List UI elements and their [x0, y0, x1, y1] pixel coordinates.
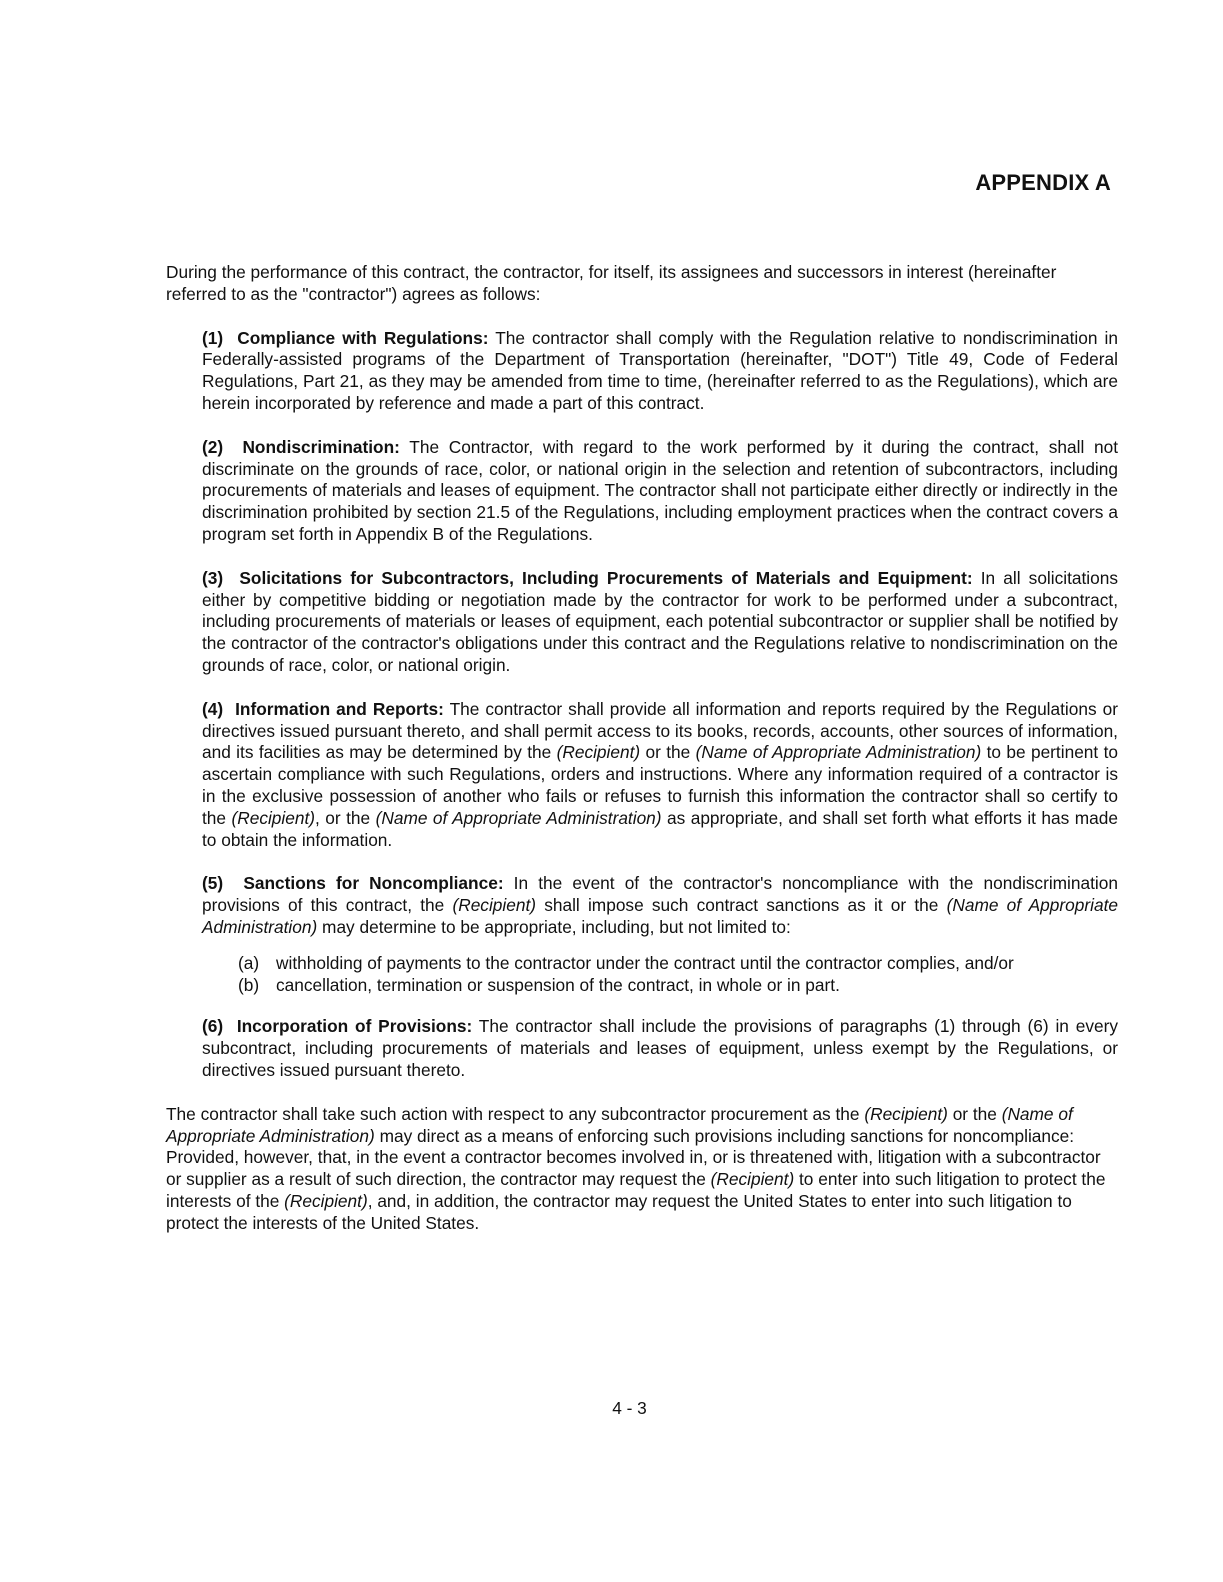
clause-number: (1): [202, 327, 224, 348]
clause-number: (4): [202, 698, 224, 719]
clause-solicitations: [202, 568, 1118, 677]
list-item-text: cancellation, termination or suspension of the contract, in whole or in part.: [276, 974, 840, 995]
clause-incorporation: [202, 1016, 1118, 1081]
clause-text: The Contractor, with regard to the work performed by it during the contract, shall not discriminate on the grounds of race, color, or national origin in the selection and retention of subcontractors, including procurements of materials and leases of equipment. The contractor shall not participate either directly or indirectly in the discrimination prohibited by section 21.5 of the Regulations, including employment practices when the contract covers a program set forth in Appendix B of the Regulations.: [202, 436, 1118, 544]
list-item: [202, 953, 1118, 975]
closing-italic-term: (Recipient): [864, 1103, 948, 1124]
closing-italic-term: (Recipient): [710, 1169, 795, 1190]
clause-text: The contractor shall provide all information and reports required by the Regulations or directives issued pursuant thereto, and shall permit access to its books, records, accounts, other sources of information, and its facilities as may be determined by the: [202, 698, 1118, 763]
clause-text: as appropriate, and shall set forth what efforts it has made to obtain the information.: [202, 807, 1118, 850]
clause-italic-term: (Recipient): [231, 807, 316, 828]
clause-heading: Information and Reports:: [235, 698, 444, 719]
closing-paragraph: [166, 1104, 1118, 1235]
page-number: 4 - 3: [612, 1398, 647, 1418]
closing-italic-term: (Name of Appropriate Administration): [166, 1103, 1073, 1146]
clause-compliance: [202, 328, 1118, 415]
clause-heading: Sanctions for Noncompliance:: [243, 873, 504, 894]
clause-italic-term: (Name of Appropriate Administration): [375, 807, 662, 828]
list-marker: (a): [238, 952, 260, 973]
clause-italic-term: (Recipient): [452, 895, 537, 916]
list-item-text: withholding of payments to the contractor under the contract until the contractor complies, and/or: [276, 952, 1014, 973]
clause-text: The contractor shall include the provisions of paragraphs (1) through (6) in every subcontract, including procurements of materials and leases of equipment, unless exempt by the Regulations, or directives issued pursuant thereto.: [202, 1016, 1119, 1080]
clause-text: , or the: [315, 807, 376, 828]
sanctions-list: [202, 953, 1118, 997]
clause-heading: Compliance with Regulations:: [237, 327, 489, 348]
clause-text: shall impose such contract sanctions as it or the: [536, 895, 947, 916]
closing-text: may direct as a means of enforcing such provisions including sanctions for noncompliance: Provided, however, that, in the event a contractor becomes involved in, or is threatened with, litigation with a subcontractor or supplier as a result of such direction, the contractor may request the: [166, 1125, 1101, 1190]
clause-number: (5): [202, 873, 224, 894]
clause-italic-term: (Name of Appropriate Administration): [695, 742, 982, 763]
clause-information-reports: [202, 699, 1118, 852]
closing-text: , and, in addition, the contractor may request the United States to enter into such litigation to protect the interests of the United States.: [166, 1190, 1072, 1233]
closing-text: or the: [947, 1103, 1002, 1124]
clause-heading: Nondiscrimination:: [242, 436, 400, 457]
clause-text: In the event of the contractor's noncompliance with the nondiscrimination provisions of this contract, the: [202, 873, 1118, 916]
clause-nondiscrimination: [202, 437, 1118, 546]
clause-number: (3): [202, 567, 224, 588]
clause-number: (2): [202, 436, 224, 457]
closing-text: to enter into such litigation to protect the interests of the: [166, 1169, 1106, 1211]
clause-sanctions: [202, 873, 1118, 938]
document-body: [166, 262, 1118, 1234]
clause-text: may determine to be appropriate, including, but not limited to:: [317, 916, 791, 937]
intro-paragraph: During the performance of this contract, the contractor, for itself, its assignees and successors in interest (hereinafter referred to as the "contractor") agrees as follows:: [166, 262, 1057, 304]
clause-heading: Solicitations for Subcontractors, Including Procurements of Materials and Equipment:: [239, 567, 973, 588]
clause-text: The contractor shall comply with the Regulation relative to nondiscrimination in Federally-assisted programs of the Department of Transportation (hereinafter, "DOT") Title 49, Code of Federal Regulations, Part 21, as they may be amended from time to time, (hereinafter referred to as the Regulations), which are herein incorporated by reference and made a part of this contract.: [202, 327, 1118, 413]
clause-number: (6): [202, 1016, 224, 1037]
clause-text: or the: [640, 742, 696, 763]
closing-italic-term: (Recipient): [284, 1190, 368, 1211]
closing-text: The contractor shall take such action with respect to any subcontractor procurement as the: [166, 1103, 865, 1124]
clause-heading: Incorporation of Provisions:: [236, 1016, 473, 1037]
clause-italic-term: (Name of Appropriate Administration): [202, 895, 1118, 937]
page-title: APPENDIX A: [975, 170, 1111, 195]
clause-italic-term: (Recipient): [556, 742, 641, 763]
clause-text: In all solicitations either by competitive bidding or negotiation made by the contractor for work to be performed under a subcontract, including procurements of materials or leases of equipment, each potential subcontractor or supplier shall be notified by the contractor of the contractor's obligations under this contract and the Regulations relative to nondiscrimination on the grounds of race, color, or national origin.: [202, 567, 1119, 675]
list-marker: (b): [238, 974, 260, 995]
clause-text: to be pertinent to ascertain compliance with such Regulations, orders and instructions. Where any information required of a contractor is in the exclusive possession of another who fails or refuses to furnish this information the contractor shall so certify to the: [202, 742, 1118, 828]
list-item: [202, 975, 1118, 997]
